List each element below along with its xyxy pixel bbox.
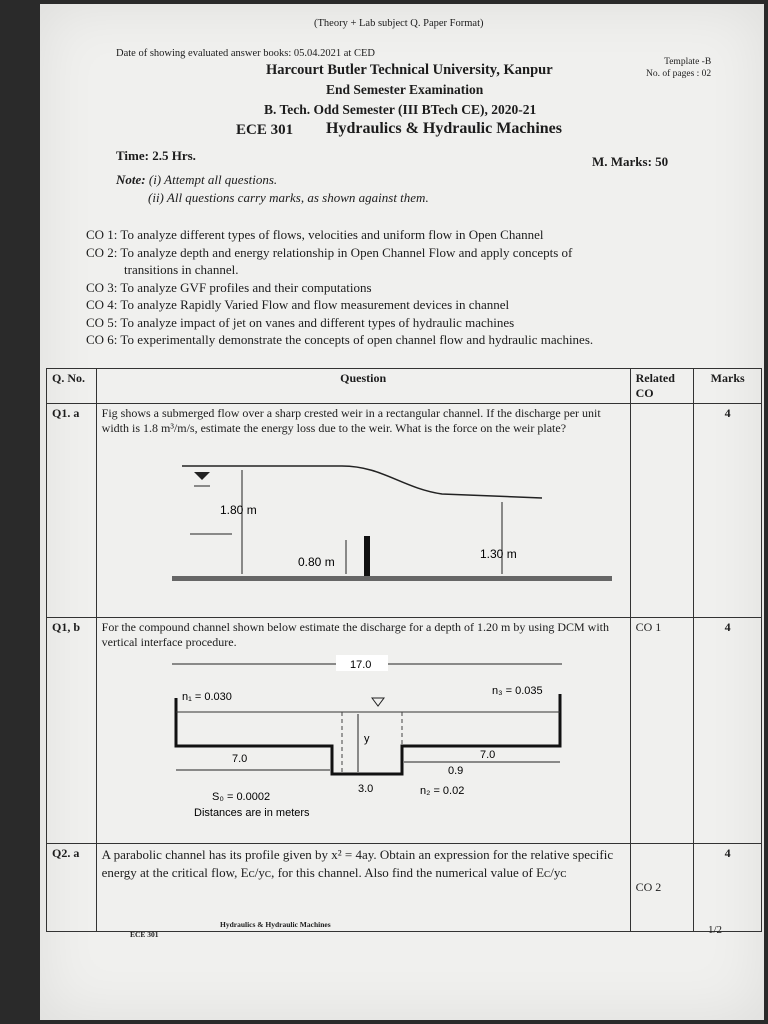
right-width-label: 7.0 xyxy=(479,749,495,761)
qno-cell: Q1. a xyxy=(47,404,97,618)
qno-cell: Q1, b xyxy=(47,618,97,844)
question-text: A parabolic channel has its profile given by x² = 4ay. Obtain an expression for the relative specific energy at the critical flow, Eᴄ/yᴄ, for this channel. Also find the numerical value of Eᴄ/yᴄ xyxy=(101,847,614,880)
left-width-label: 7.0 xyxy=(231,753,247,765)
co-item: CO 6: To experimentally demonstrate the concepts of open channel flow and hydraulic machines. xyxy=(86,332,594,347)
question-cell xyxy=(96,618,630,844)
depth-label: y xyxy=(363,733,370,745)
table-row xyxy=(47,618,762,844)
page-number: 1/2 xyxy=(708,924,723,936)
evaluation-date: Date of showing evaluated answer books: 05.04.2021 at CED xyxy=(116,48,375,59)
header-marks: Marks xyxy=(694,369,762,404)
note-line-2: (ii) All questions carry marks, as shown against them. xyxy=(148,190,429,205)
marks-cell: 4 xyxy=(694,844,762,932)
co-item: CO 2: To analyze depth and energy relationship in Open Channel Flow and apply concepts of xyxy=(86,244,573,260)
co-cell: CO 1 xyxy=(630,618,694,844)
template-info xyxy=(646,56,711,80)
exam-paper xyxy=(40,4,764,1020)
table-row xyxy=(47,404,762,618)
format-note: (Theory + Lab subject Q. Paper Format) xyxy=(314,18,484,29)
n2-label: n₂ = 0.02 xyxy=(419,785,464,797)
co-item: CO 1: To analyze different types of flows, velocities and uniform flow in Open Channel xyxy=(86,227,544,242)
note-line-1 xyxy=(116,172,277,188)
n1-label: n₁ = 0.030 xyxy=(181,691,232,703)
slope-label: S₀ = 0.0002 xyxy=(211,791,270,803)
question-cell xyxy=(96,844,630,932)
exam-name: End Semester Examination xyxy=(326,82,484,97)
semester-line: B. Tech. Odd Semester (III BTech CE), 2020-21 xyxy=(264,102,537,117)
downstream-depth-label: 1.30 m xyxy=(479,547,517,561)
course-outcomes xyxy=(86,226,593,349)
marks-cell: 4 xyxy=(694,404,762,618)
main-width-label: 3.0 xyxy=(357,783,373,795)
water-level-icon xyxy=(372,698,384,706)
co-item: CO 4: To analyze Rapidly Varied Flow and flow measurement devices in channel xyxy=(86,297,510,312)
page-count: No. of pages : 02 xyxy=(646,69,712,79)
units-note: Distances are in meters xyxy=(193,807,310,819)
water-surface xyxy=(182,466,542,498)
header-qno: Q. No. xyxy=(47,369,97,404)
question-cell xyxy=(96,404,630,618)
co-item: transitions in channel. xyxy=(124,262,239,277)
footer-code: ECE 301 xyxy=(130,930,159,939)
template-label: Template -B xyxy=(664,57,712,67)
question-text: For the compound channel shown below estimate the discharge for a depth of 1.20 m by using DCM with vertical interface procedure. xyxy=(101,620,610,649)
weir-plate xyxy=(364,536,370,576)
total-width-label: 17.0 xyxy=(349,659,372,671)
note-label: Note: xyxy=(116,172,146,187)
channel-bed xyxy=(172,576,612,581)
upstream-depth-label: 1.80 m xyxy=(219,503,257,517)
table-header-row xyxy=(47,369,762,404)
note-1: (i) Attempt all questions. xyxy=(148,172,278,187)
footer-title: Hydraulics & Hydraulic Machines xyxy=(220,920,331,929)
table-row xyxy=(47,844,762,932)
time-limit: Time: 2.5 Hrs. xyxy=(116,148,196,163)
university-name: Harcourt Butler Technical University, Kanpur xyxy=(266,62,553,78)
header-question: Question xyxy=(96,369,630,404)
co-cell: CO 2 xyxy=(630,844,694,932)
main-depth-label: 0.9 xyxy=(447,765,463,777)
header-co: Related CO xyxy=(630,369,694,404)
course-title: Hydraulics & Hydraulic Machines xyxy=(326,120,562,137)
weir-figure xyxy=(102,436,622,586)
co-item: CO 3: To analyze GVF profiles and their computations xyxy=(86,279,372,295)
question-text: Fig shows a submerged flow over a sharp crested weir in a rectangular channel. If the discharge per unit width is 1.8 m³/m/s, estimate the energy loss due to the weir. What is the force on the weir plate? xyxy=(101,406,601,435)
weir-height-label: 0.80 m xyxy=(297,555,335,569)
qno-cell: Q2. a xyxy=(47,844,97,932)
max-marks: M. Marks: 50 xyxy=(592,154,669,169)
question-table xyxy=(46,368,762,932)
water-level-icon xyxy=(194,472,210,480)
marks-cell: 4 xyxy=(694,618,762,844)
compound-channel-figure xyxy=(102,650,622,826)
n3-label: n₃ = 0.035 xyxy=(491,685,543,697)
co-item: CO 5: To analyze impact of jet on vanes and different types of hydraulic machines xyxy=(86,314,515,330)
co-cell xyxy=(630,404,694,618)
course-code: ECE 301 xyxy=(236,122,294,138)
